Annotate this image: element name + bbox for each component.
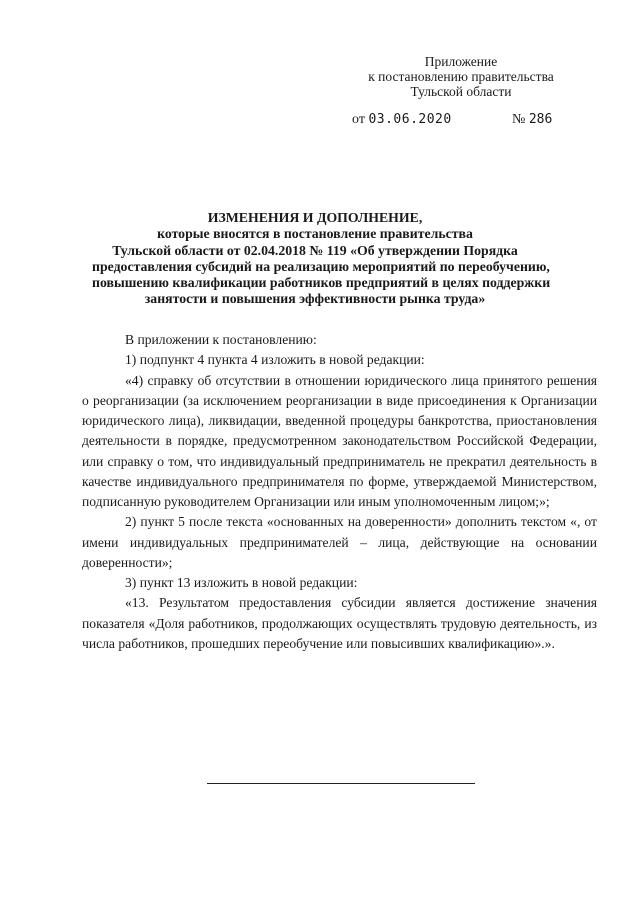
paragraph-item-2: 2) пункт 5 после текста «основанных на доверенности» дополнить текстом «, от имени индивидуальных предпринимателей – лица, действующие на основании доверенности»; — [82, 514, 597, 570]
document-date — [352, 112, 452, 128]
paragraph-intro: В приложении к постановлению: — [125, 332, 317, 347]
title-line: занятости и повышения эффективности рынка труда» — [144, 291, 486, 307]
title-line: Тульской области от 02.04.2018 № 119 «Об утверждении Порядка — [112, 242, 518, 258]
appendix-header — [330, 54, 592, 99]
document-number — [512, 112, 552, 128]
document-title — [92, 210, 551, 308]
date-value: 03.06.2020 — [368, 112, 452, 127]
paragraph-item-1: 1) подпункт 4 пункта 4 изложить в новой редакции: — [125, 352, 425, 368]
title-line: ИЗМЕНЕНИЯ И ДОПОЛНЕНИЕ, — [207, 210, 423, 225]
appendix-reference: к постановлению правительства — [368, 69, 554, 84]
document-body — [82, 330, 597, 654]
date-prefix: от — [352, 112, 365, 127]
paragraph-item-3: 3) пункт 13 изложить в новой редакции: — [125, 575, 358, 590]
closing-divider — [207, 783, 475, 784]
title-line: которые вносятся в постановление правительства — [157, 226, 473, 242]
title-line: повышению квалификации работников предприятий в целях поддержки — [92, 275, 551, 291]
appendix-region: Тульской области — [410, 84, 512, 99]
paragraph-item-1-text: «4) справку об отсутствии в отношении юридического лица принятого решения о реорганизации (за исключением реорганизации в виде присоединения к Организации юридического лица), ликвидации, введенной процедуры банкротства, приостановления деятельности в порядке, предусмотренном законодательством Российской Федерации, или справку о том, что индивидуальный предприниматель не прекратил деятельность в качестве индивидуального предпринимателя по форме, утверждаемой Министерством, подписанную руководителем Организации или иным уполномоченным лицом;»; — [82, 372, 597, 509]
title-line: предоставления субсидий на реализацию мероприятий по переобучению, — [92, 258, 550, 274]
paragraph-item-3-text: «13. Результатом предоставления субсидии является достижение значения показателя «Доля работников, продолжающих осуществлять трудовую деятельность, из числа работников, прошедших переобучение или повысивших квалификацию».». — [82, 595, 597, 651]
appendix-label: Приложение — [424, 54, 498, 69]
number-value: 286 — [528, 112, 553, 127]
number-prefix: № — [512, 112, 526, 127]
